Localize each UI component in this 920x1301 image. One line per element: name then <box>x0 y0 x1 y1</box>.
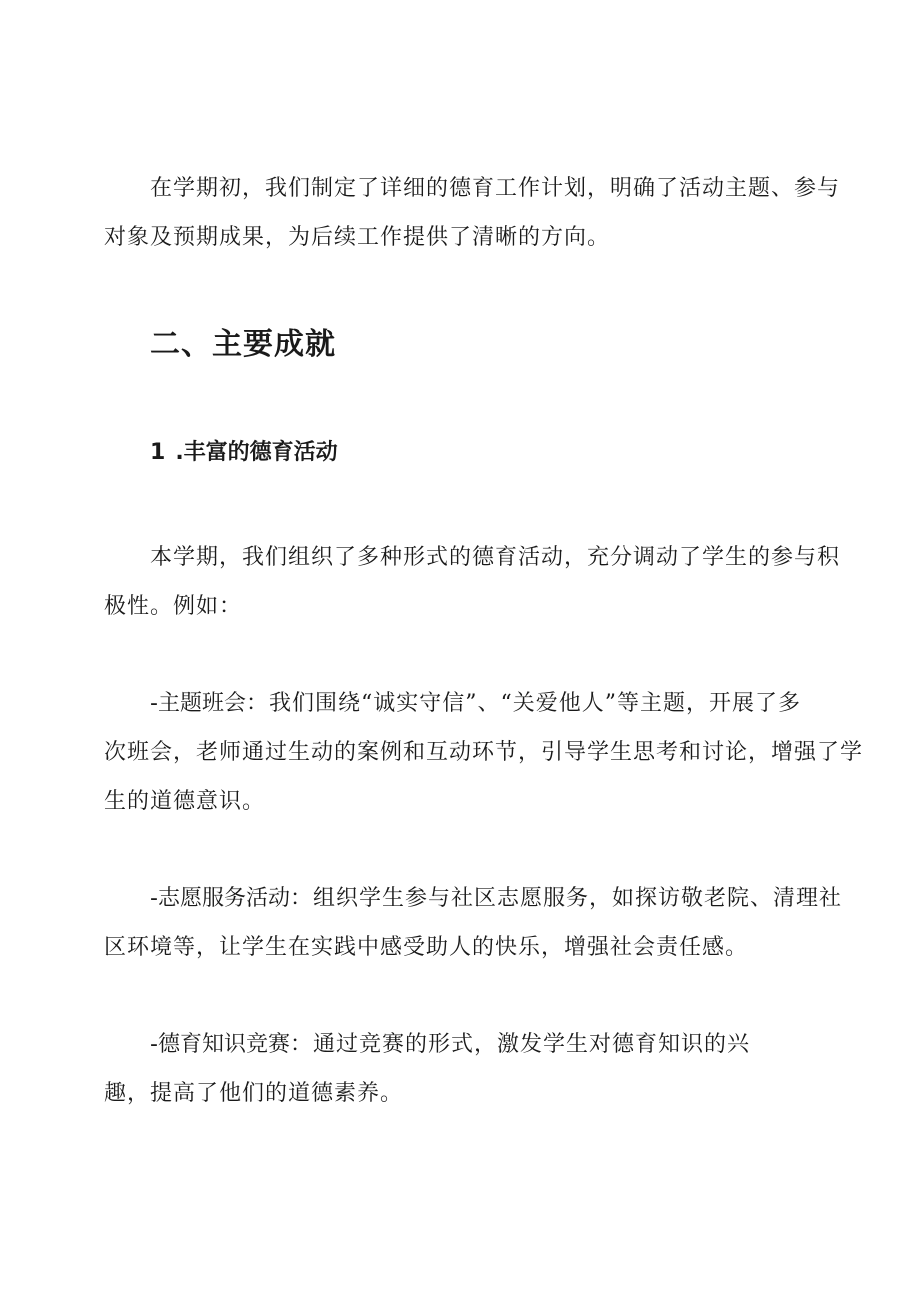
subsection-title: .丰富的德育活动 <box>175 440 338 465</box>
item1-label: -主题班会 <box>150 691 246 716</box>
item2-line-2: 区环境等，让学生在实践中感受助人的快乐，增强社会责任感。 <box>104 935 749 960</box>
item1-line-1 <box>150 689 801 719</box>
intro-line-2: 对象及预期成果，为后续工作提供了清晰的方向。 <box>104 225 611 250</box>
item3-line-2: 趣，提高了他们的道德素养。 <box>104 1081 404 1106</box>
item1-text-1: ：我们围绕“诚实守信”、“关爱他人”等主题，开展了多 <box>245 691 801 716</box>
item2-text-1: ：组织学生参与社区志愿服务，如探访敬老院、清理社 <box>289 886 842 911</box>
item3-text-1: ：通过竞赛的形式，激发学生对德育知识的兴 <box>289 1032 750 1057</box>
item1-line-2: 次班会，老师通过生动的案例和互动环节，引导学生思考和讨论，增强了学 <box>104 740 864 765</box>
para1-line-1: 本学期，我们组织了多种形式的德育活动，充分调动了学生的参与积 <box>150 545 841 570</box>
item3-label: -德育知识竞赛 <box>150 1032 290 1057</box>
item2-label: -志愿服务活动 <box>150 886 290 911</box>
item1-line-3: 生的道德意识。 <box>104 789 266 814</box>
subsection-heading-activities <box>150 438 338 468</box>
subsection-number: 1 <box>150 440 166 465</box>
intro-line-1: 在学期初，我们制定了详细的德育工作计划，明确了活动主题、参与 <box>150 176 841 201</box>
para1-line-2: 极性。例如： <box>104 594 243 619</box>
item3-line-1 <box>150 1030 750 1060</box>
section-heading-achievements: 二、主要成就 <box>150 327 336 362</box>
item2-line-1 <box>150 884 842 914</box>
